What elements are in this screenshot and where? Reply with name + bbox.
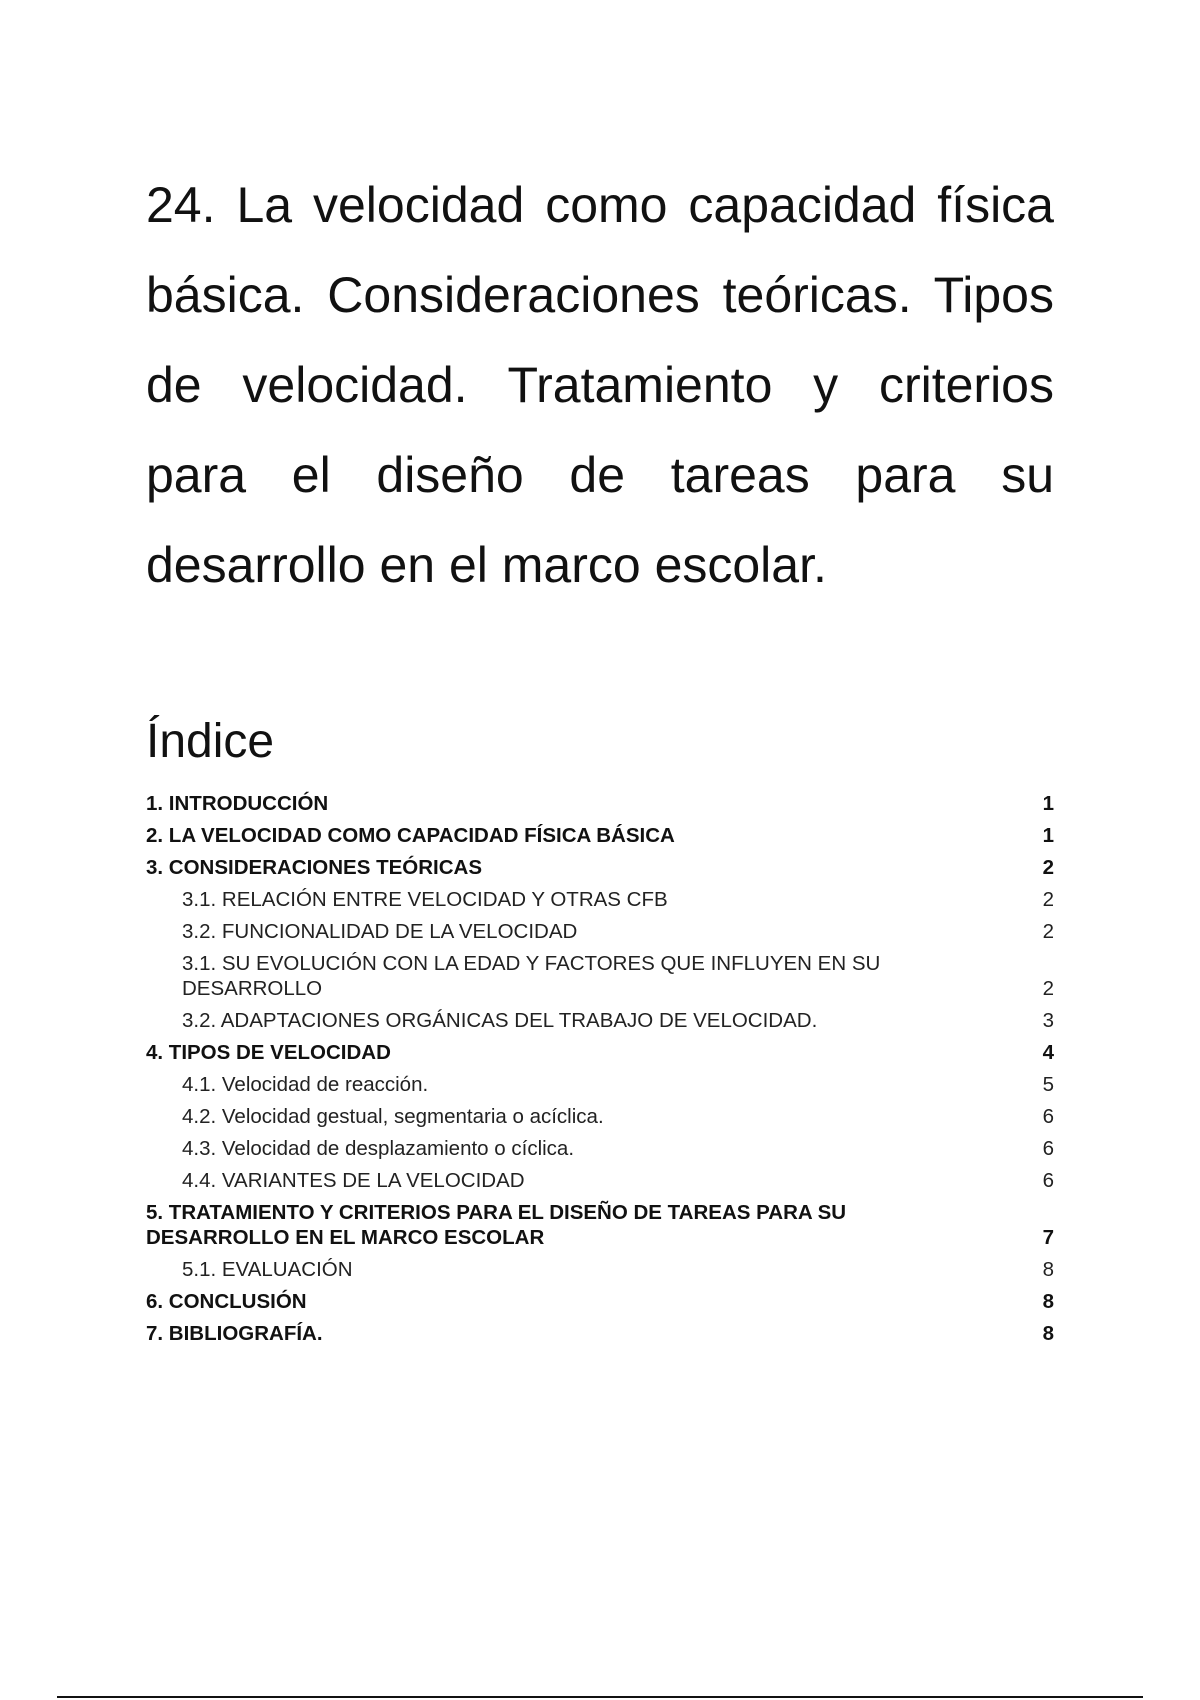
toc-entry-page: 8 <box>1042 1290 1054 1313</box>
toc-entry[interactable] <box>146 1318 1054 1350</box>
toc-entry-label: 3.2. FUNCIONALIDAD DE LA VELOCIDAD <box>182 920 578 943</box>
toc-entry[interactable] <box>146 852 1054 884</box>
toc-entry-page: 3 <box>1042 1009 1054 1032</box>
toc-entry-page: 1 <box>1042 792 1054 815</box>
toc-entry-label: 6. CONCLUSIÓN <box>146 1290 307 1313</box>
toc-entry-label: 1. INTRODUCCIÓN <box>146 792 329 815</box>
table-of-contents <box>146 788 1054 1350</box>
toc-entry[interactable] <box>146 1254 1054 1286</box>
toc-entry-page: 2 <box>1042 856 1054 879</box>
document-title: 24. La velocidad como capacidad física básica. Consideraciones teóricas. Tipos de velocidad. Tratamiento y criterios para el diseño de tareas para su desarrollo en el marco escolar. <box>146 177 1054 593</box>
toc-entry-page: 2 <box>1042 920 1054 943</box>
toc-entry[interactable] <box>146 1165 1054 1197</box>
toc-entry-label: 7. BIBLIOGRAFÍA. <box>146 1322 323 1345</box>
toc-entry-label: 4.2. Velocidad gestual, segmentaria o acíclica. <box>182 1105 604 1128</box>
toc-entry[interactable] <box>146 1133 1054 1165</box>
toc-entry-label: 4.1. Velocidad de reacción. <box>182 1073 429 1096</box>
toc-entry[interactable] <box>146 1005 1054 1037</box>
toc-entry-page: 6 <box>1042 1137 1054 1160</box>
toc-entry[interactable] <box>146 884 1054 916</box>
toc-entry-label: 4.3. Velocidad de desplazamiento o cíclica. <box>182 1137 575 1160</box>
toc-entry-label: 3.1. RELACIÓN ENTRE VELOCIDAD Y OTRAS CFB <box>182 888 668 911</box>
toc-entry-page: 2 <box>1042 977 1054 1000</box>
toc-entry-page: 6 <box>1042 1105 1054 1128</box>
toc-entry-label: 2. LA VELOCIDAD COMO CAPACIDAD FÍSICA BÁSICA <box>146 824 675 847</box>
toc-entry[interactable] <box>146 1069 1054 1101</box>
toc-entry-label: 3.2. ADAPTACIONES ORGÁNICAS DEL TRABAJO DE VELOCIDAD. <box>182 1009 818 1032</box>
toc-entry[interactable] <box>146 1037 1054 1069</box>
toc-entry-label: 4. TIPOS DE VELOCIDAD <box>146 1041 391 1064</box>
toc-entry-page: 1 <box>1042 824 1054 847</box>
toc-entry[interactable] <box>146 1101 1054 1133</box>
toc-entry-label: 4.4. VARIANTES DE LA VELOCIDAD <box>182 1169 525 1192</box>
toc-entry-page: 8 <box>1042 1258 1054 1281</box>
toc-entry-label: 5. TRATAMIENTO Y CRITERIOS PARA EL DISEÑO DE TAREAS PARA SU DESARROLLO EN EL MARCO ESCOLAR <box>146 1201 847 1249</box>
toc-entry-label: 3. CONSIDERACIONES TEÓRICAS <box>146 856 483 879</box>
toc-entry[interactable] <box>146 1197 1054 1254</box>
toc-entry[interactable] <box>146 916 1054 948</box>
toc-entry[interactable] <box>146 788 1054 820</box>
toc-entry-page: 4 <box>1042 1041 1054 1064</box>
toc-entry[interactable] <box>146 1286 1054 1318</box>
toc-entry-page: 2 <box>1042 888 1054 911</box>
toc-entry[interactable] <box>146 820 1054 852</box>
index-heading: Índice <box>146 715 275 768</box>
toc-entry-page: 7 <box>1042 1226 1054 1249</box>
toc-entry-page: 6 <box>1042 1169 1054 1192</box>
toc-entry-page: 5 <box>1042 1073 1054 1096</box>
toc-entry-page: 8 <box>1042 1322 1054 1345</box>
page-footer-rule <box>57 1696 1143 1698</box>
toc-entry-label: 3.1. SU EVOLUCIÓN CON LA EDAD Y FACTORES QUE INFLUYEN EN SU DESARROLLO <box>182 952 881 1000</box>
toc-entry-label: 5.1. EVALUACIÓN <box>182 1258 353 1281</box>
toc-entry[interactable] <box>146 948 1054 1005</box>
